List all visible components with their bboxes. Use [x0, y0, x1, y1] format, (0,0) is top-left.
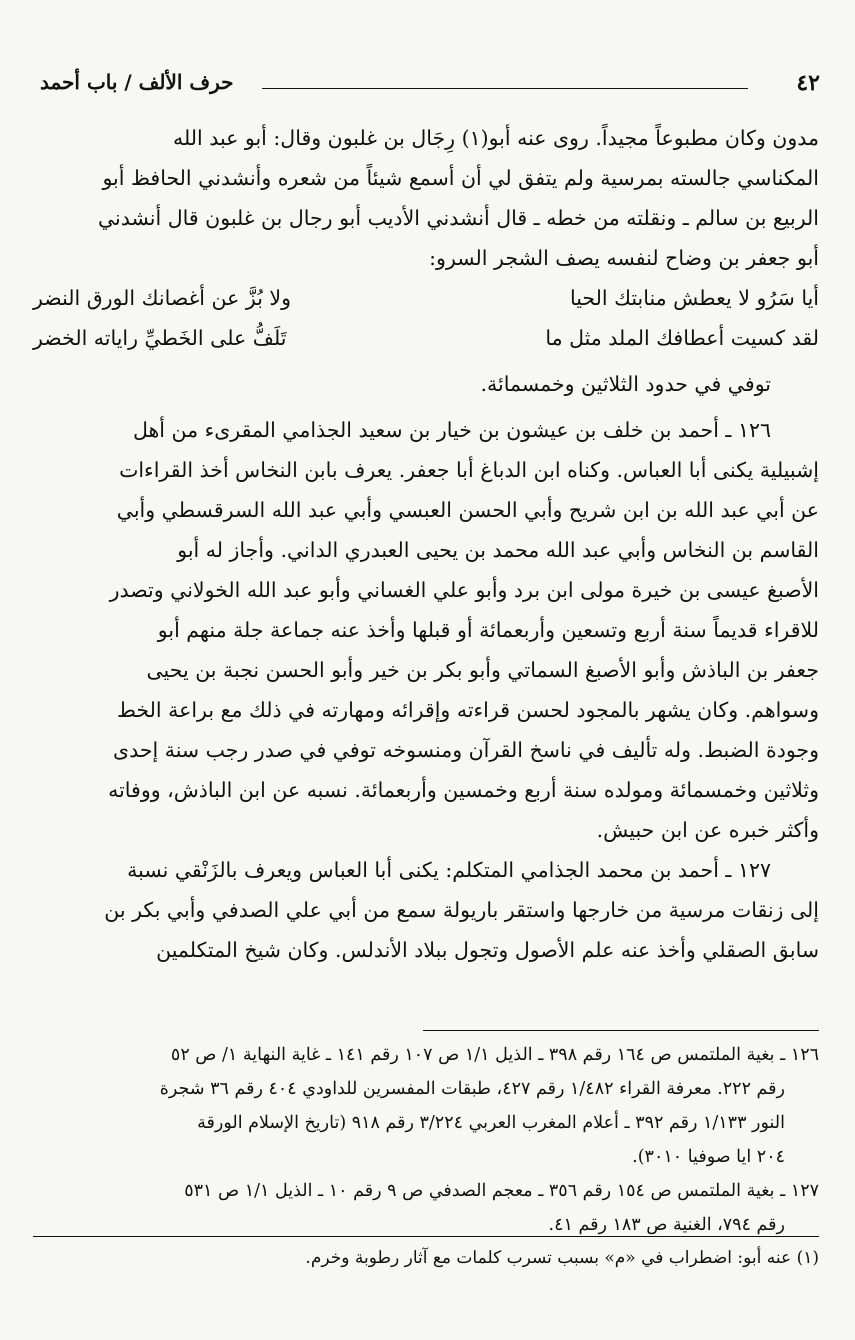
source-notes	[33, 1038, 819, 1242]
text-line: للاقراء قديماً سنة أربع وتسعين وأربعمائة أو قبلها وأخذ عنه جماعة جلة منهم أبو	[157, 618, 819, 642]
verse-second-hemistich: ولا بُزَّ عن أغصانك الورق النضر	[33, 286, 292, 310]
text-line: سابق الصقلي وأخذ عنه علم الأصول وتجول ببلاد الأندلس. وكان شيخ المتكلمين	[156, 938, 819, 962]
entry-126-heading: ١٢٦ ـ أحمد بن خلف بن عيشون بن خيار بن سعيد الجذامي المقرىء من أهل	[132, 418, 771, 442]
text-line: إلى زنقات مرسية من خارجها واستقر باريولة سمع من أبي علي الصدفي وأبي بكر بن	[104, 898, 819, 922]
text-line: الأصبغ عيسى بن خيرة مولى ابن برد وأبو علي الغساني وأبو عبد الله الخولاني وتصدر	[109, 578, 819, 602]
text-line: المكناسي جالسته بمرسية ولم يتفق لي أن أسمع شيئاً من شعره وأنشدني الحافظ أبو	[102, 166, 819, 190]
main-text	[33, 118, 819, 970]
death-note: توفي في حدود الثلاثين وخمسمائة.	[480, 372, 771, 396]
notes-separator	[423, 1030, 819, 1031]
text-line: عن أبي عبد الله بن ابن شريح وأبي الحسن العبسي وأبي عبد الله السرقسطي وأبي	[116, 498, 819, 522]
entry-127-heading: ١٢٧ ـ أحمد بن محمد الجذامي المتكلم: يكنى أبا العباس ويعرف بالزَنْقي نسبة	[127, 858, 771, 882]
verse-first-hemistich: أيا سَرُو لا يعطش منابتك الحيا	[569, 286, 819, 310]
source-note-line: ٢٠٤ ايا صوفيا ٣٠١٠).	[632, 1147, 785, 1167]
source-note-line: النور ١/١٣٣ رقم ٣٩٢ ـ أعلام المغرب العربي ٣/٢٢٤ رقم ٩١٨ (تاريخ الإسلام الورقة	[197, 1113, 785, 1133]
text-line: وأكثر خبره عن ابن حبيش.	[596, 818, 819, 842]
source-note-line: رقم ٧٩٤، الغنية ص ١٨٣ رقم ٤١.	[548, 1215, 785, 1235]
text-line: أبو جعفر بن وضاح لنفسه يصف الشجر السرو:	[429, 246, 819, 270]
footnote: (١) عنه أبو: اضطراب في «م» بسبب تسرب كلمات مع آثار رطوبة وخرم.	[305, 1248, 819, 1268]
poem-verse	[33, 278, 819, 318]
footnote-separator	[33, 1236, 819, 1237]
text-line: الربيع بن سالم ـ ونقلته من خطه ـ قال أنشدني الأديب أبو رجال بن غلبون قال أنشدني	[97, 206, 819, 230]
source-note-line: رقم ٢٢٢. معرفة القراء ١/٤٨٢ رقم ٤٢٧، طبقات المفسرين للداودي ٤٠٤ رقم ٣٦ شجرة	[159, 1079, 785, 1099]
source-note-line: ١٢٦ ـ بغية الملتمس ص ١٦٤ رقم ٣٩٨ ـ الذيل ١/١ ص ١٠٧ رقم ١٤١ ـ غاية النهاية ١/ ص ٥٢	[170, 1045, 819, 1065]
text-line: وسواهم. وكان يشهر بالمجود لحسن قراءته وإقرائه ومهارته في ذلك مع براعة الخط	[116, 698, 819, 722]
chapter-title: حرف الألف / باب أحمد	[40, 70, 234, 94]
text-line: إشبيلية يكنى أبا العباس. وكناه ابن الدباغ أبا جعفر. يعرف بابن النخاس أخذ القراءات	[119, 458, 819, 482]
text-line: وجودة الضبط. وله تأليف في ناسخ القرآن ومنسوخه توفي في صدر رجب سنة إحدى	[113, 738, 819, 762]
text-line: جعفر بن الباذش وأبو الأصبغ السماتي وأبو بكر بن خير وأبو الحسن نجبة بن يحيى	[146, 658, 819, 682]
text-line: مدون وكان مطبوعاً مجيداً. روى عنه أبو(١) رِجَال بن غلبون وقال: أبو عبد الله	[172, 126, 819, 150]
running-header	[40, 70, 820, 104]
header-rule	[262, 88, 748, 89]
text-line: القاسم بن النخاس وأبي عبد الله محمد بن يحيى العبدري الداني. وأجاز له أبو	[177, 538, 819, 562]
verse-second-hemistich: تَلَفُّ على الخَطيِّ راياته الخضر	[33, 326, 287, 350]
text-line: وثلاثين وخمسمائة ومولده سنة أربع وخمسين وأربعمائة. نسبه عن ابن الباذش، ووفاته	[108, 778, 819, 802]
page-number: ٤٢	[796, 70, 820, 96]
verse-first-hemistich: لقد كسيت أعطافك الملد مثل ما	[545, 326, 819, 350]
source-note-line: ١٢٧ ـ بغية الملتمس ص ١٥٤ رقم ٣٥٦ ـ معجم الصدفي ص ٩ رقم ١٠ ـ الذيل ١/١ ص ٥٣١	[184, 1181, 819, 1201]
poem-verse	[33, 318, 819, 358]
